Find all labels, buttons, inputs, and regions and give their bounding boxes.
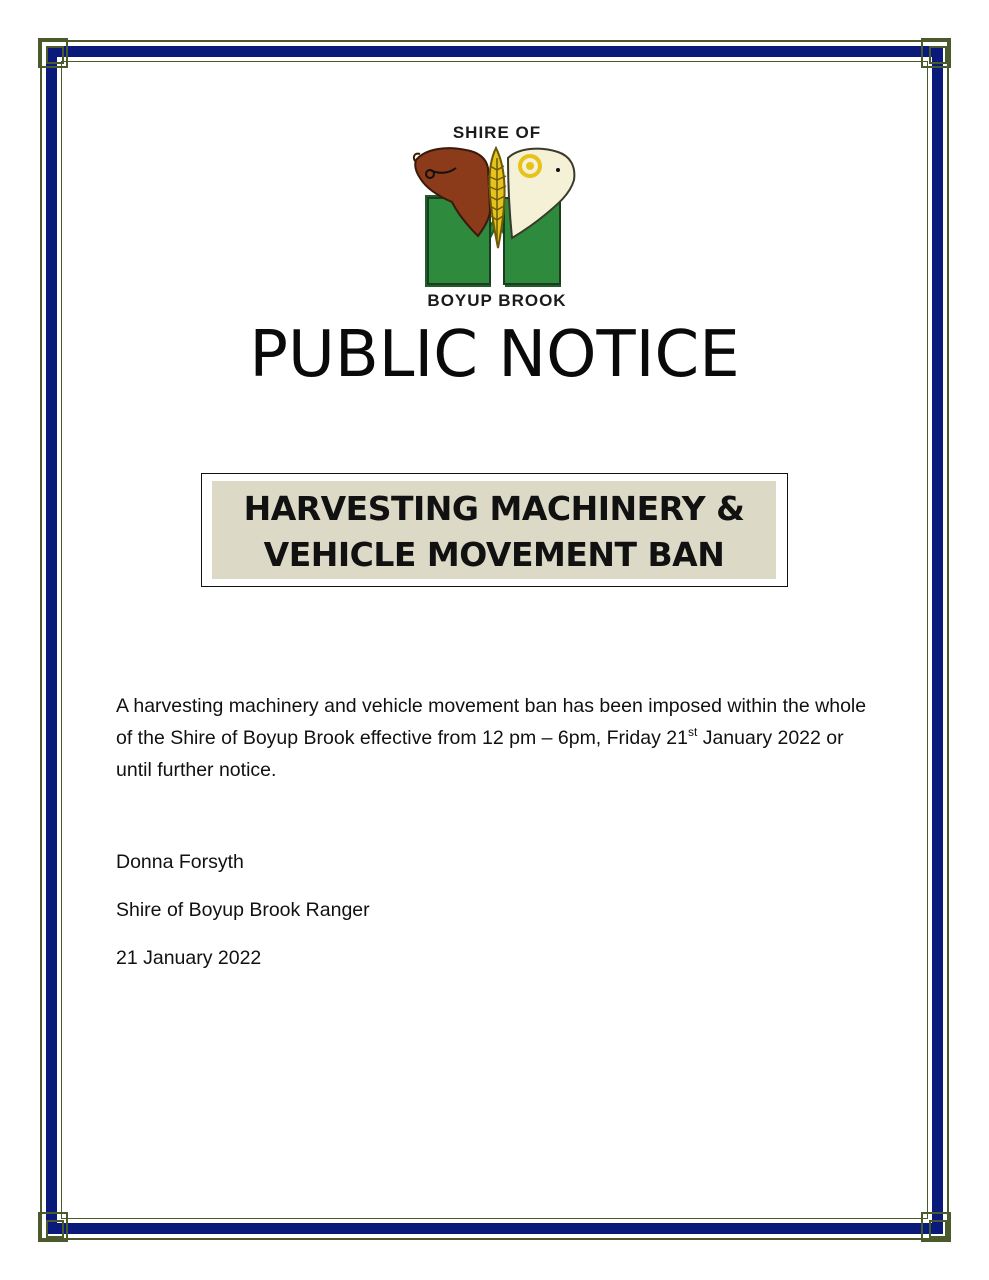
signatory-role: Shire of Boyup Brook Ranger xyxy=(116,899,370,921)
ban-heading-fill xyxy=(212,481,776,579)
ban-heading-line-1: HARVESTING MACHINERY & xyxy=(243,489,745,528)
signatory-name: Donna Forsyth xyxy=(116,851,244,873)
notice-body-text-end: January 2022 or until further notice. xyxy=(116,727,844,781)
border-corner-bottom-left xyxy=(38,1212,68,1242)
logo-text-boyup-brook: BOYUP BROOK xyxy=(427,291,567,310)
logo-text-shire-of: SHIRE OF xyxy=(452,123,542,142)
notice-date: 21 January 2022 xyxy=(116,947,262,969)
border-corner-bottom-right xyxy=(921,1212,951,1242)
notice-body-text: A harvesting machinery and vehicle movement ban has been imposed within the whole of the Shire of Boyup Brook effective from 12 pm – 6pm, Friday 21 xyxy=(116,695,867,749)
shire-logo-emblem xyxy=(408,118,586,314)
ban-heading-line-2: VEHICLE MOVEMENT BAN xyxy=(263,535,725,574)
border-corner-top-right xyxy=(921,38,951,68)
shire-logo xyxy=(408,118,586,314)
page-title: PUBLIC NOTICE xyxy=(249,318,740,392)
notice-body-paragraph xyxy=(116,690,876,786)
border-corner-top-left xyxy=(38,38,68,68)
date-ordinal-suffix: st xyxy=(687,725,698,739)
ban-heading-box xyxy=(201,473,788,587)
